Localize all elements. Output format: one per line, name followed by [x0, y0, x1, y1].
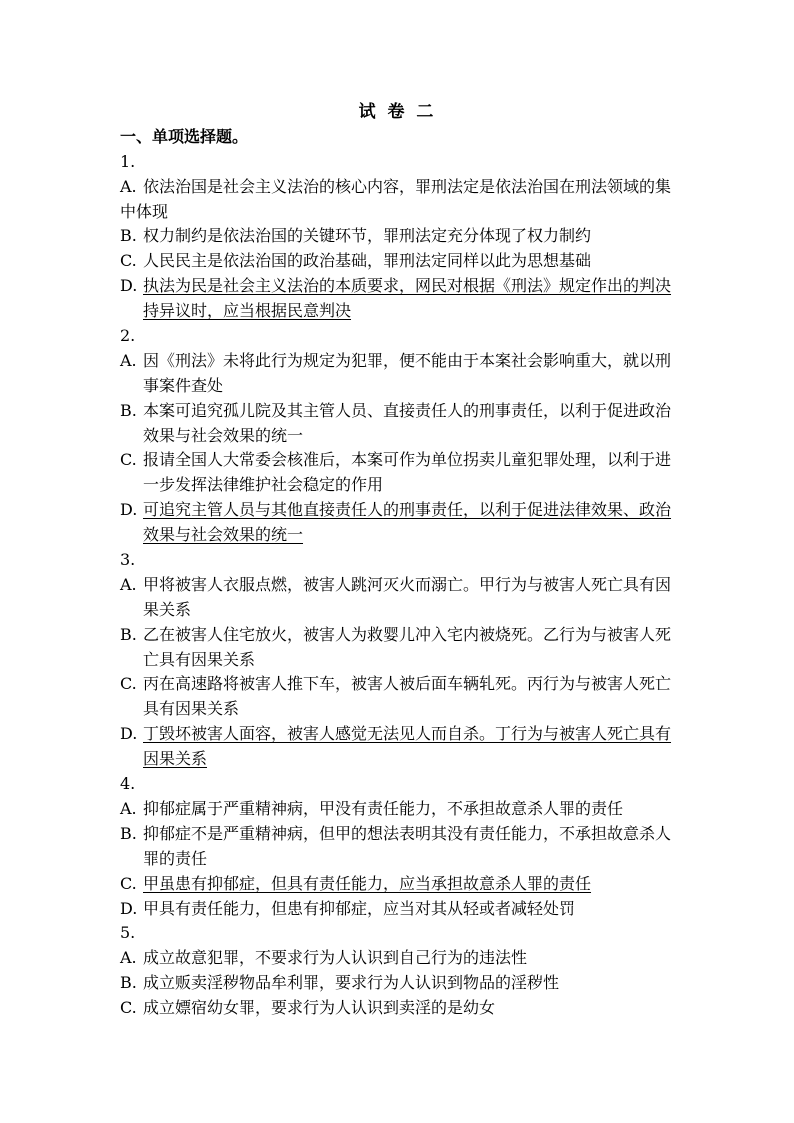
- option-text: 报请全国人大常委会核准后，本案可作为单位拐卖儿童犯罪处理，以利于进: [143, 450, 672, 470]
- option-label: A.: [120, 948, 137, 968]
- option-text: 甲将被害人衣服点燃，被害人跳河灭火而溺亡。甲行为与被害人死亡具有因: [143, 574, 672, 594]
- question-1-option-b: [120, 224, 680, 249]
- question-2-option-a: [120, 349, 680, 399]
- question-3-option-a: [120, 573, 680, 623]
- question-5-option-a: [120, 946, 680, 971]
- question-2-option-b: [120, 399, 680, 449]
- question-3-option-d: [120, 722, 680, 772]
- option-text: 乙在被害人住宅放火，被害人为救婴儿冲入宅内被烧死。乙行为与被害人死: [143, 624, 672, 644]
- option-text: 甲具有责任能力，但患有抑郁症，应当对其从轻或者减轻处罚: [143, 898, 576, 918]
- option-text: 甲虽患有抑郁症，但具有责任能力，应当承担故意杀人罪的责任: [143, 873, 592, 893]
- question-2-option-c: [120, 448, 680, 498]
- question-2-option-d: [120, 498, 680, 548]
- option-text: 因《刑法》未将此行为规定为犯罪，便不能由于本案社会影响重大，就以刑: [143, 350, 672, 370]
- option-label: B.: [120, 400, 137, 420]
- option-text: 抑郁症属于严重精神病，甲没有责任能力，不承担故意杀人罪的责任: [143, 798, 624, 818]
- question-5: [120, 921, 680, 1021]
- option-text: 人民民主是依法治国的政治基础，罪刑法定同样以此为思想基础: [143, 251, 592, 271]
- option-text: 执法为民是社会主义法治的本质要求，网民对根据《刑法》规定作出的判决: [143, 276, 672, 296]
- question-5-option-b: [120, 971, 680, 996]
- question-3: [120, 548, 680, 772]
- option-text: 丙在高速路将被害人推下车，被害人被后面车辆轧死。丙行为与被害人死亡: [143, 674, 672, 694]
- option-text: 依法治国是社会主义法治的核心内容，罪刑法定是依法治国在刑法领域的集: [143, 176, 672, 196]
- option-label: C.: [120, 873, 137, 893]
- question-4-option-b: [120, 822, 680, 872]
- option-label: D.: [120, 500, 138, 520]
- question-4-option-a: [120, 797, 680, 822]
- option-label: C.: [120, 450, 137, 470]
- option-label: A.: [120, 798, 137, 818]
- section-heading: 一、单项选择题。: [120, 126, 249, 146]
- option-text: 抑郁症不是严重精神病，但甲的想法表明其没有责任能力，不承担故意杀人: [143, 823, 672, 843]
- option-label: A.: [120, 574, 137, 594]
- question-3-option-b: [120, 623, 680, 673]
- option-text: 成立嫖宿幼女罪，要求行为人认识到卖淫的是幼女: [143, 998, 496, 1018]
- option-text-continued: 持异议时，应当根据民意判决: [143, 301, 352, 321]
- option-label: B.: [120, 624, 137, 644]
- option-text: 本案可追究孤儿院及其主管人员、直接责任人的刑事责任，以利于促进政治: [143, 400, 672, 420]
- option-text-continued: 因果关系: [143, 749, 208, 769]
- question-1-option-c: [120, 249, 680, 274]
- option-label: A.: [120, 176, 137, 196]
- question-5-option-c: [120, 996, 680, 1021]
- option-text-continued: 事案件查处: [143, 375, 224, 395]
- option-label: B.: [120, 226, 137, 246]
- option-label: D.: [120, 276, 138, 296]
- option-text: 权力制约是依法治国的关键环节，罪刑法定充分体现了权力制约: [143, 226, 592, 246]
- question-number: 3.: [120, 550, 136, 570]
- option-label: D.: [120, 898, 138, 918]
- option-label: D.: [120, 724, 138, 744]
- question-4-option-c: [120, 872, 680, 897]
- option-text: 成立贩卖淫秽物品牟利罪，要求行为人认识到物品的淫秽性: [143, 973, 560, 993]
- question-number: 2.: [120, 326, 136, 346]
- option-text-continued: 中体现: [120, 201, 169, 221]
- question-1: [120, 150, 680, 324]
- question-number: 1.: [120, 151, 136, 171]
- option-text-continued: 一步发挥法律维护社会稳定的作用: [143, 475, 384, 495]
- exam-title: 试 卷 二: [358, 102, 437, 122]
- option-label: C.: [120, 674, 137, 694]
- exam-content: [120, 100, 680, 1021]
- option-text-continued: 罪的责任: [143, 848, 208, 868]
- question-1-option-d: [120, 274, 680, 324]
- question-4: [120, 772, 680, 921]
- question-1-option-a: [120, 175, 680, 225]
- option-label: C.: [120, 251, 137, 271]
- option-text: 可追究主管人员与其他直接责任人的刑事责任，以利于促进法律效果、政治: [143, 500, 672, 520]
- question-3-option-c: [120, 672, 680, 722]
- option-label: A.: [120, 350, 137, 370]
- option-text-continued: 果关系: [143, 599, 192, 619]
- option-text: 丁毁坏被害人面容，被害人感觉无法见人而自杀。丁行为与被害人死亡具有: [143, 724, 672, 744]
- option-label: B.: [120, 823, 137, 843]
- question-2: [120, 324, 680, 548]
- option-text-continued: 亡具有因果关系: [143, 649, 256, 669]
- option-text-continued: 效果与社会效果的统一: [143, 425, 304, 445]
- question-4-option-d: [120, 897, 680, 922]
- option-text-continued: 具有因果关系: [143, 699, 240, 719]
- option-text-continued: 效果与社会效果的统一: [143, 525, 304, 545]
- question-number: 4.: [120, 774, 136, 794]
- option-text: 成立故意犯罪，不要求行为人认识到自己行为的违法性: [143, 948, 528, 968]
- option-label: C.: [120, 998, 137, 1018]
- question-number: 5.: [120, 923, 136, 943]
- option-label: B.: [120, 973, 137, 993]
